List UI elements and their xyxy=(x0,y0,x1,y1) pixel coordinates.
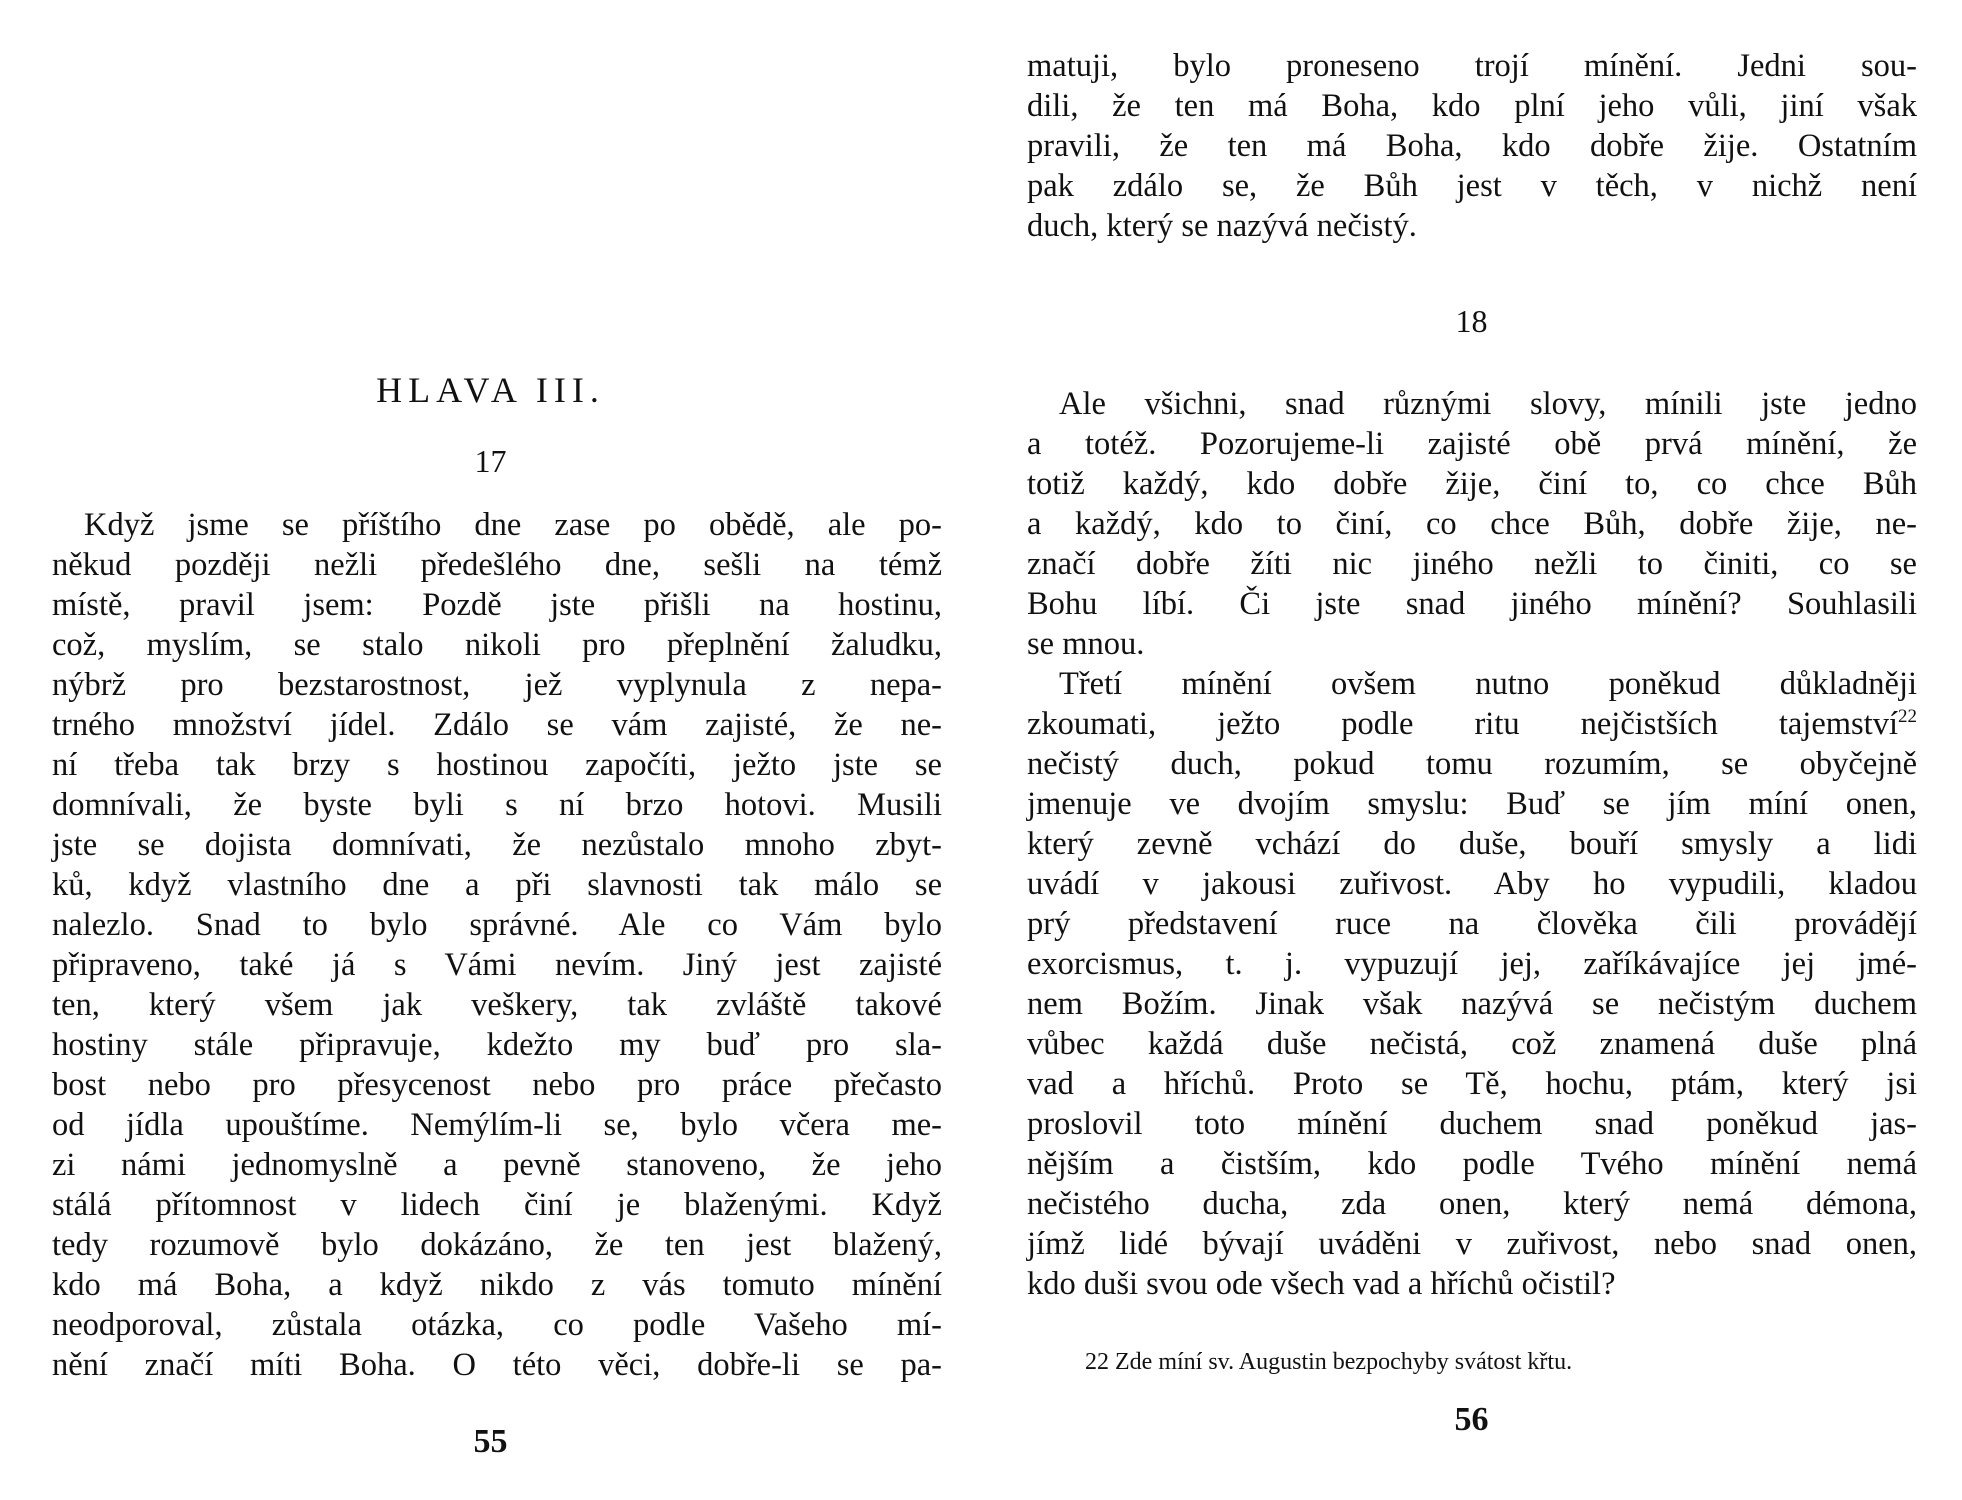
text-line: hostiny stále připravuje, kdežto my buď pro sla- xyxy=(52,1027,942,1063)
text-line: totiž každý, kdo dobře žije, činí to, co chce Bůh xyxy=(1027,466,1917,502)
section-number-18: 18 xyxy=(1455,303,1488,339)
text-line: místě, pravil jsem: Pozdě jste přišli na hostinu, xyxy=(52,587,942,623)
text-line: nečistý duch, pokud tomu rozumím, se obyčejně xyxy=(1027,746,1917,782)
text-line: Třetí mínění ovšem nutno poněkud důkladněji xyxy=(1059,666,1917,702)
text-line: ní třeba tak brzy s hostinou započíti, ježto jste se xyxy=(52,747,942,783)
text-line: značí dobře žíti nic jiného nežli to činiti, co se xyxy=(1027,546,1917,582)
text-line: exorcismus, t. j. vypuzují jej, zaříkávajíce jej jmé- xyxy=(1027,946,1917,982)
text-line: dili, že ten má Boha, kdo plní jeho vůli, jiní však xyxy=(1027,88,1917,124)
text-line: někud později nežli předešlého dne, sešli na témž xyxy=(52,547,942,583)
text-line: nějším a čistším, kdo podle Tvého mínění nemá xyxy=(1027,1146,1917,1182)
text-line: a každý, kdo to činí, co chce Bůh, dobře žije, ne- xyxy=(1027,506,1917,542)
text-line: od jídla upouštíme. Nemýlím-li se, bylo včera me- xyxy=(52,1107,942,1143)
text-line: domnívali, že byste byli s ní brzo hotovi. Musili xyxy=(52,787,942,823)
text-line: nění značí míti Boha. O této věci, dobře-li se pa- xyxy=(52,1347,942,1383)
text-line: prý představení ruce na člověka čili provádějí xyxy=(1027,906,1917,942)
text-line: Ale všichni, snad různými slovy, mínili jste jedno xyxy=(1059,386,1917,422)
text-line: jmenuje ve dvojím smyslu: Buď se jím míní onen, xyxy=(1027,786,1917,822)
text-line-with-footnote-ref xyxy=(1027,704,1917,744)
text-line: uvádí v jakousi zuřivost. Aby ho vypudili, kladou xyxy=(1027,866,1917,902)
text-fragment: zkoumati, ježto podle ritu nejčistších tajemství xyxy=(1027,706,1898,742)
text-line: a totéž. Pozorujeme-li zajisté obě prvá mínění, že xyxy=(1027,426,1917,462)
text-line: kdo duši svou ode všech vad a hříchů očistil? xyxy=(1027,1266,1616,1302)
page-number-left: 55 xyxy=(473,1423,508,1460)
text-line: vad a hříchů. Proto se Tě, hochu, ptám, který jsi xyxy=(1027,1066,1917,1102)
text-line: kdo má Boha, a když nikdo z vás tomuto mínění xyxy=(52,1267,942,1303)
text-line: ků, když vlastního dne a při slavnosti tak málo se xyxy=(52,867,942,903)
text-line: vůbec každá duše nečistá, což znamená duše plná xyxy=(1027,1026,1917,1062)
text-line: bost nebo pro přesycenost nebo pro práce přečasto xyxy=(52,1067,942,1103)
footnote: 22 Zde míní sv. Augustin bezpochyby svátost křtu. xyxy=(1085,1349,1573,1375)
chapter-heading: HLAVA III. xyxy=(376,370,605,410)
text-line: což, myslím, se stalo nikoli pro přeplnění žaludku, xyxy=(52,627,942,663)
text-line: ten, který všem jak veškery, tak zvláště takové xyxy=(52,987,942,1023)
text-line: neodporoval, zůstala otázka, co podle Vašeho mí- xyxy=(52,1307,942,1343)
text-line: duch, který se nazývá nečistý. xyxy=(1027,208,1417,244)
text-line: zi námi jednomyslně a pevně stanoveno, že jeho xyxy=(52,1147,942,1183)
page-number-right: 56 xyxy=(1454,1401,1489,1438)
text-line: nečistého ducha, zda onen, který nemá démona, xyxy=(1027,1186,1917,1222)
text-line: jste se dojista domnívati, že nezůstalo mnoho zbyt- xyxy=(52,827,942,863)
text-line: který zevně vchází do duše, bouří smysly a lidi xyxy=(1027,826,1917,862)
section-number-17: 17 xyxy=(474,443,507,479)
text-line: pravili, že ten má Boha, kdo dobře žije. Ostatním xyxy=(1027,128,1917,164)
text-line: nýbrž pro bezstarostnost, jež vyplynula z nepa- xyxy=(52,667,942,703)
text-line: matuji, bylo proneseno trojí mínění. Jedni sou- xyxy=(1027,48,1917,84)
text-line: pak zdálo se, že Bůh jest v těch, v nichž není xyxy=(1027,168,1917,204)
text-line: trného množství jídel. Zdálo se vám zajisté, že ne- xyxy=(52,707,942,743)
text-line: připraveno, také já s Vámi nevím. Jiný jest zajisté xyxy=(52,947,942,983)
text-line: jímž lidé bývají uváděni v zuřivost, nebo snad onen, xyxy=(1027,1226,1917,1262)
footnote-reference: 22 xyxy=(1898,706,1917,727)
text-line: tedy rozumově bylo dokázáno, že ten jest blažený, xyxy=(52,1227,942,1263)
text-line: stálá přítomnost v lidech činí je blaženými. Když xyxy=(52,1187,942,1223)
text-line: nalezlo. Snad to bylo správné. Ale co Vám bylo xyxy=(52,907,942,943)
text-line: Když jsme se příštího dne zase po obědě, ale po- xyxy=(84,507,942,543)
text-line: se mnou. xyxy=(1027,626,1145,662)
text-line: proslovil toto mínění duchem snad poněkud jas- xyxy=(1027,1106,1917,1142)
text-line: nem Božím. Jinak však nazývá se nečistým duchem xyxy=(1027,986,1917,1022)
right-page xyxy=(981,0,1962,1500)
text-line: Bohu líbí. Či jste snad jiného mínění? Souhlasili xyxy=(1027,586,1917,622)
